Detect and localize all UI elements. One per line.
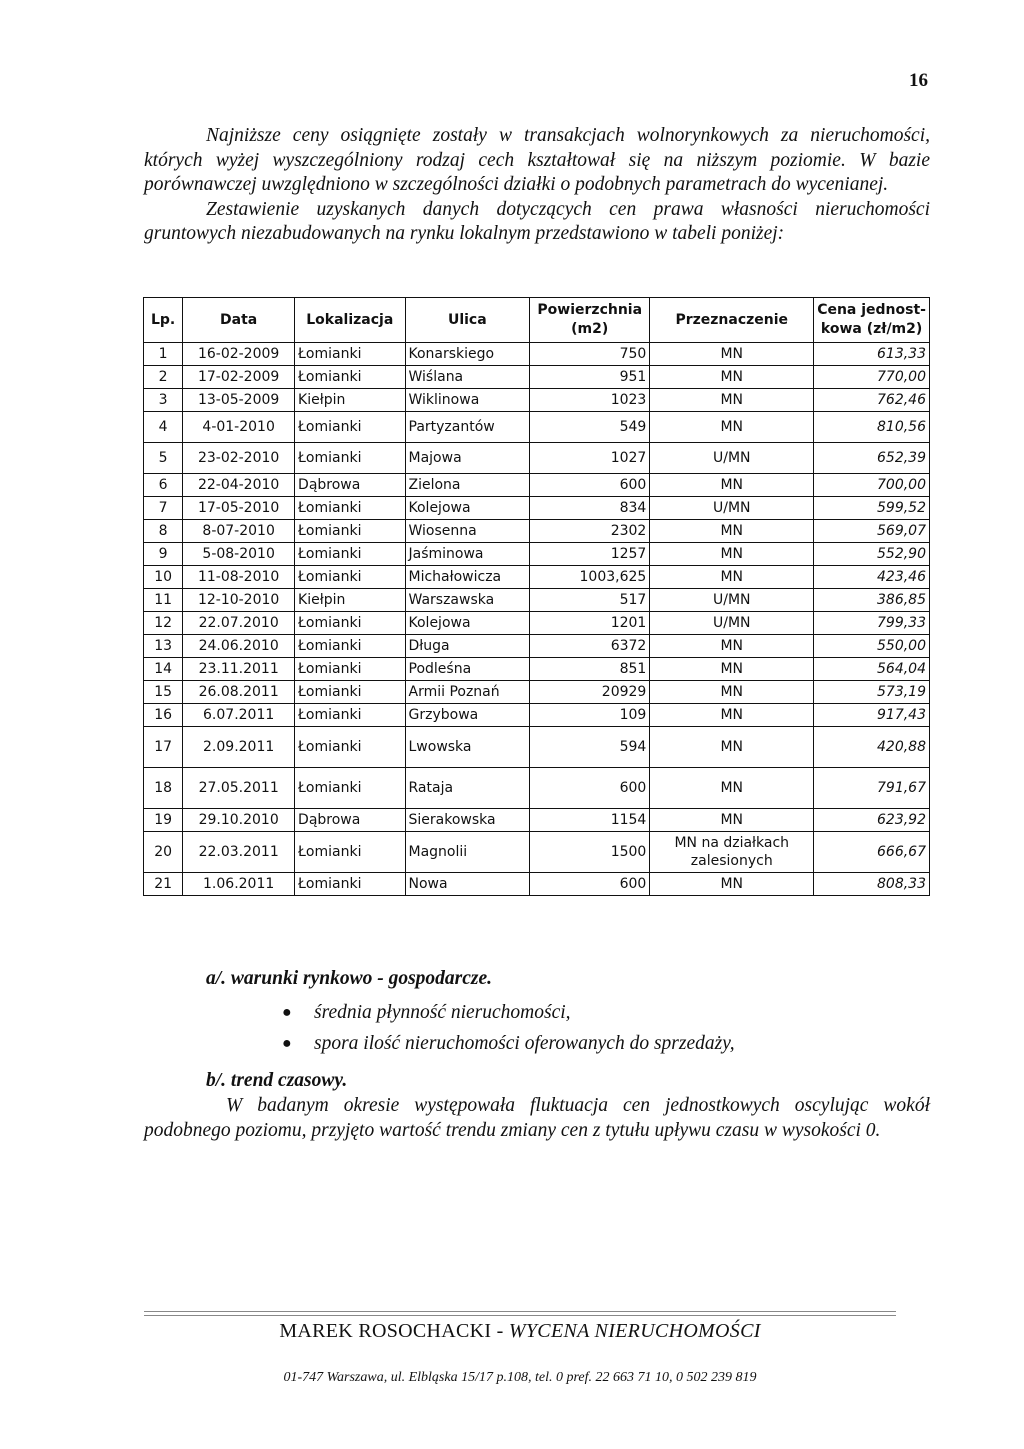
cell-data: 17-05-2010 [183, 497, 295, 520]
cell-lokalizacja: Dąbrowa [295, 474, 405, 497]
table-row [144, 520, 930, 543]
cell-przeznaczenie: MN [650, 768, 814, 809]
table-row [144, 873, 930, 896]
intro-paragraph-2: Zestawienie uzyskanych danych dotyczących cen prawa własności nieruchomości gruntowych niezabudowanych na rynku lokalnym przedstawiono w tabeli poniżej: [144, 198, 930, 244]
cell-ulica: Wiślana [405, 366, 530, 389]
cell-przeznaczenie: U/MN [650, 589, 814, 612]
cell-przeznaczenie: U/MN [650, 443, 814, 474]
page-number: 16 [909, 70, 928, 91]
cell-lokalizacja: Łomianki [295, 612, 405, 635]
cell-lp: 10 [144, 566, 183, 589]
cell-ulica: Partyzantów [405, 412, 530, 443]
table-row [144, 589, 930, 612]
cell-powierzchnia: 549 [530, 412, 650, 443]
table-row [144, 658, 930, 681]
cell-powierzchnia: 1154 [530, 809, 650, 832]
cell-cena: 599,52 [814, 497, 930, 520]
cell-przeznaczenie: MN [650, 566, 814, 589]
table-row [144, 809, 930, 832]
intro-paragraph-1: Najniższe ceny osiągnięte zostały w transakcjach wolnorynkowych za nieruchomości, których wyżej wyszczególniony rodzaj cech kształtował się na niższym poziomie. W bazie porównawczej uwzględniono w szczególności działki o podobnych parametrach do wycenianej. [144, 125, 930, 195]
cell-cena: 623,92 [814, 809, 930, 832]
cell-przeznaczenie: MN [650, 474, 814, 497]
cell-cena: 791,67 [814, 768, 930, 809]
table-row [144, 832, 930, 873]
cell-ulica: Majowa [405, 443, 530, 474]
cell-cena: 569,07 [814, 520, 930, 543]
cell-lokalizacja: Łomianki [295, 832, 405, 873]
cell-powierzchnia: 20929 [530, 681, 650, 704]
cell-ulica: Nowa [405, 873, 530, 896]
cell-ulica: Armii Poznań [405, 681, 530, 704]
table-row [144, 727, 930, 768]
cell-powierzchnia: 109 [530, 704, 650, 727]
cell-lokalizacja: Łomianki [295, 497, 405, 520]
cell-lokalizacja: Kiełpin [295, 389, 405, 412]
cell-powierzchnia: 750 [530, 343, 650, 366]
table-row [144, 566, 930, 589]
cell-przeznaczenie: MN [650, 520, 814, 543]
cell-powierzchnia: 1257 [530, 543, 650, 566]
footer-title: WYCENA NIERUCHOMOŚCI [508, 1320, 761, 1342]
cell-lokalizacja: Łomianki [295, 681, 405, 704]
bullet-icon: ● [282, 1004, 292, 1021]
table-row [144, 366, 930, 389]
cell-lp: 1 [144, 343, 183, 366]
cell-przeznaczenie: U/MN [650, 497, 814, 520]
cell-powierzchnia: 517 [530, 589, 650, 612]
cell-przeznaczenie: MN [650, 681, 814, 704]
cell-data: 27.05.2011 [183, 768, 295, 809]
cell-powierzchnia: 600 [530, 768, 650, 809]
cell-cena: 386,85 [814, 589, 930, 612]
cell-lp: 3 [144, 389, 183, 412]
cell-powierzchnia: 1201 [530, 612, 650, 635]
cell-przeznaczenie: U/MN [650, 612, 814, 635]
cell-ulica: Michałowicza [405, 566, 530, 589]
footer-divider [144, 1311, 896, 1316]
cell-cena: 552,90 [814, 543, 930, 566]
cell-lokalizacja: Łomianki [295, 658, 405, 681]
header-lp: Lp. [144, 298, 183, 343]
table-row [144, 704, 930, 727]
cell-lokalizacja: Łomianki [295, 635, 405, 658]
cell-ulica: Długa [405, 635, 530, 658]
header-cena [814, 298, 930, 343]
cell-ulica: Lwowska [405, 727, 530, 768]
cell-powierzchnia: 851 [530, 658, 650, 681]
cell-lokalizacja: Kiełpin [295, 589, 405, 612]
cell-ulica: Grzybowa [405, 704, 530, 727]
header-cena-line2: kowa (zł/m2) [820, 321, 923, 337]
header-przeznaczenie: Przeznaczenie [650, 298, 814, 343]
cell-lp: 7 [144, 497, 183, 520]
cell-data: 13-05-2009 [183, 389, 295, 412]
table-row [144, 768, 930, 809]
cell-lp: 8 [144, 520, 183, 543]
cell-lokalizacja: Łomianki [295, 704, 405, 727]
cell-przeznaczenie: MN [650, 543, 814, 566]
header-data: Data [183, 298, 295, 343]
cell-cena: 613,33 [814, 343, 930, 366]
table-header-row [144, 298, 930, 343]
table-row [144, 412, 930, 443]
cell-data: 29.10.2010 [183, 809, 295, 832]
cell-data: 8-07-2010 [183, 520, 295, 543]
cell-powierzchnia: 600 [530, 474, 650, 497]
list-item [144, 1028, 930, 1059]
cell-lokalizacja: Łomianki [295, 443, 405, 474]
table-row [144, 681, 930, 704]
cell-data: 22-04-2010 [183, 474, 295, 497]
cell-przeznaczenie: MN [650, 412, 814, 443]
cell-ulica: Kolejowa [405, 612, 530, 635]
intro-text [144, 124, 930, 247]
cell-data: 22.03.2011 [183, 832, 295, 873]
cell-przeznaczenie: MN [650, 809, 814, 832]
table-row [144, 612, 930, 635]
cell-lp: 18 [144, 768, 183, 809]
header-ulica: Ulica [405, 298, 530, 343]
table-row [144, 443, 930, 474]
section-b [144, 1068, 930, 1143]
footer-address: 01-747 Warszawa, ul. Elbląska 15/17 p.108, tel. 0 pref. 22 663 71 10, 0 502 239 819 [283, 1370, 757, 1385]
cell-data: 24.06.2010 [183, 635, 295, 658]
cell-powierzchnia: 834 [530, 497, 650, 520]
transactions-table [143, 297, 930, 896]
bullet-icon: ● [282, 1035, 292, 1052]
cell-data: 23.11.2011 [183, 658, 295, 681]
cell-data: 17-02-2009 [183, 366, 295, 389]
cell-lp: 2 [144, 366, 183, 389]
cell-lp: 20 [144, 832, 183, 873]
cell-data: 26.08.2011 [183, 681, 295, 704]
cell-ulica: Magnolii [405, 832, 530, 873]
cell-lp: 15 [144, 681, 183, 704]
section-a-heading: a/. warunki rynkowo - gospodarcze. [206, 968, 493, 989]
cell-cena: 808,33 [814, 873, 930, 896]
cell-cena: 423,46 [814, 566, 930, 589]
cell-data: 1.06.2011 [183, 873, 295, 896]
cell-przeznaczenie: MN [650, 389, 814, 412]
cell-cena: 770,00 [814, 366, 930, 389]
cell-lp: 6 [144, 474, 183, 497]
bullet-text: średnia płynność nieruchomości, [314, 1002, 571, 1023]
table-row [144, 635, 930, 658]
cell-ulica: Wiklinowa [405, 389, 530, 412]
header-cena-line1: Cena jednost- [817, 302, 926, 318]
cell-lokalizacja: Łomianki [295, 873, 405, 896]
cell-ulica: Konarskiego [405, 343, 530, 366]
cell-powierzchnia: 594 [530, 727, 650, 768]
cell-cena: 564,04 [814, 658, 930, 681]
header-powierzchnia-line1: Powierzchnia [537, 302, 643, 318]
cell-ulica: Podleśna [405, 658, 530, 681]
footer-author: MAREK ROSOCHACKI - [279, 1320, 509, 1342]
cell-przeznaczenie: MN [650, 873, 814, 896]
cell-powierzchnia: 600 [530, 873, 650, 896]
cell-data: 23-02-2010 [183, 443, 295, 474]
list-item [144, 997, 930, 1028]
table-row [144, 543, 930, 566]
cell-cena: 573,19 [814, 681, 930, 704]
cell-data: 2.09.2011 [183, 727, 295, 768]
cell-powierzchnia: 1023 [530, 389, 650, 412]
cell-lp: 17 [144, 727, 183, 768]
cell-data: 22.07.2010 [183, 612, 295, 635]
cell-data: 5-08-2010 [183, 543, 295, 566]
cell-przeznaczenie: MN [650, 704, 814, 727]
cell-lp: 9 [144, 543, 183, 566]
section-b-heading: b/. trend czasowy. [206, 1070, 348, 1091]
footer-name [144, 1320, 896, 1343]
table-row [144, 497, 930, 520]
cell-powierzchnia: 2302 [530, 520, 650, 543]
cell-ulica: Warszawska [405, 589, 530, 612]
cell-lokalizacja: Dąbrowa [295, 809, 405, 832]
table-row [144, 343, 930, 366]
cell-przeznaczenie: MN [650, 343, 814, 366]
cell-cena: 799,33 [814, 612, 930, 635]
cell-lp: 11 [144, 589, 183, 612]
cell-przeznaczenie: MN [650, 658, 814, 681]
cell-ulica: Zielona [405, 474, 530, 497]
cell-cena: 550,00 [814, 635, 930, 658]
cell-cena: 700,00 [814, 474, 930, 497]
bullet-text: spora ilość nieruchomości oferowanych do sprzedaży, [314, 1033, 735, 1054]
cell-powierzchnia: 6372 [530, 635, 650, 658]
cell-data: 6.07.2011 [183, 704, 295, 727]
cell-cena: 666,67 [814, 832, 930, 873]
table-row [144, 389, 930, 412]
cell-lokalizacja: Łomianki [295, 412, 405, 443]
header-powierzchnia-line2: (m2) [571, 321, 609, 337]
cell-lp: 4 [144, 412, 183, 443]
cell-lp: 19 [144, 809, 183, 832]
cell-lp: 14 [144, 658, 183, 681]
cell-cena: 810,56 [814, 412, 930, 443]
cell-lp: 5 [144, 443, 183, 474]
cell-ulica: Rataja [405, 768, 530, 809]
cell-przeznaczenie: MN [650, 727, 814, 768]
section-a-bullets [144, 997, 930, 1059]
cell-lp: 16 [144, 704, 183, 727]
header-powierzchnia [530, 298, 650, 343]
section-b-text: W badanym okresie występowała fluktuacja cen jednostkowych oscylując wokół podobnego poziomu, przyjęto wartość trendu zmiany cen z tytułu upływu czasu w wysokości 0. [144, 1095, 930, 1141]
cell-przeznaczenie: MN [650, 366, 814, 389]
cell-ulica: Sierakowska [405, 809, 530, 832]
cell-lokalizacja: Łomianki [295, 768, 405, 809]
cell-data: 4-01-2010 [183, 412, 295, 443]
cell-lokalizacja: Łomianki [295, 520, 405, 543]
cell-cena: 652,39 [814, 443, 930, 474]
section-a [144, 966, 930, 1059]
cell-przeznaczenie: MN [650, 635, 814, 658]
header-lokalizacja: Lokalizacja [295, 298, 405, 343]
cell-cena: 762,46 [814, 389, 930, 412]
cell-ulica: Kolejowa [405, 497, 530, 520]
cell-lokalizacja: Łomianki [295, 543, 405, 566]
cell-data: 12-10-2010 [183, 589, 295, 612]
table-row [144, 474, 930, 497]
cell-ulica: Jaśminowa [405, 543, 530, 566]
cell-powierzchnia: 951 [530, 366, 650, 389]
cell-lokalizacja: Łomianki [295, 366, 405, 389]
cell-powierzchnia: 1500 [530, 832, 650, 873]
cell-data: 11-08-2010 [183, 566, 295, 589]
cell-lp: 13 [144, 635, 183, 658]
cell-przeznaczenie: MN na działkach zalesionych [650, 832, 814, 873]
cell-lp: 21 [144, 873, 183, 896]
cell-cena: 917,43 [814, 704, 930, 727]
cell-lokalizacja: Łomianki [295, 343, 405, 366]
cell-cena: 420,88 [814, 727, 930, 768]
cell-data: 16-02-2009 [183, 343, 295, 366]
cell-powierzchnia: 1027 [530, 443, 650, 474]
cell-lokalizacja: Łomianki [295, 727, 405, 768]
cell-powierzchnia: 1003,625 [530, 566, 650, 589]
cell-lokalizacja: Łomianki [295, 566, 405, 589]
cell-lp: 12 [144, 612, 183, 635]
table-body [144, 343, 930, 896]
cell-ulica: Wiosenna [405, 520, 530, 543]
